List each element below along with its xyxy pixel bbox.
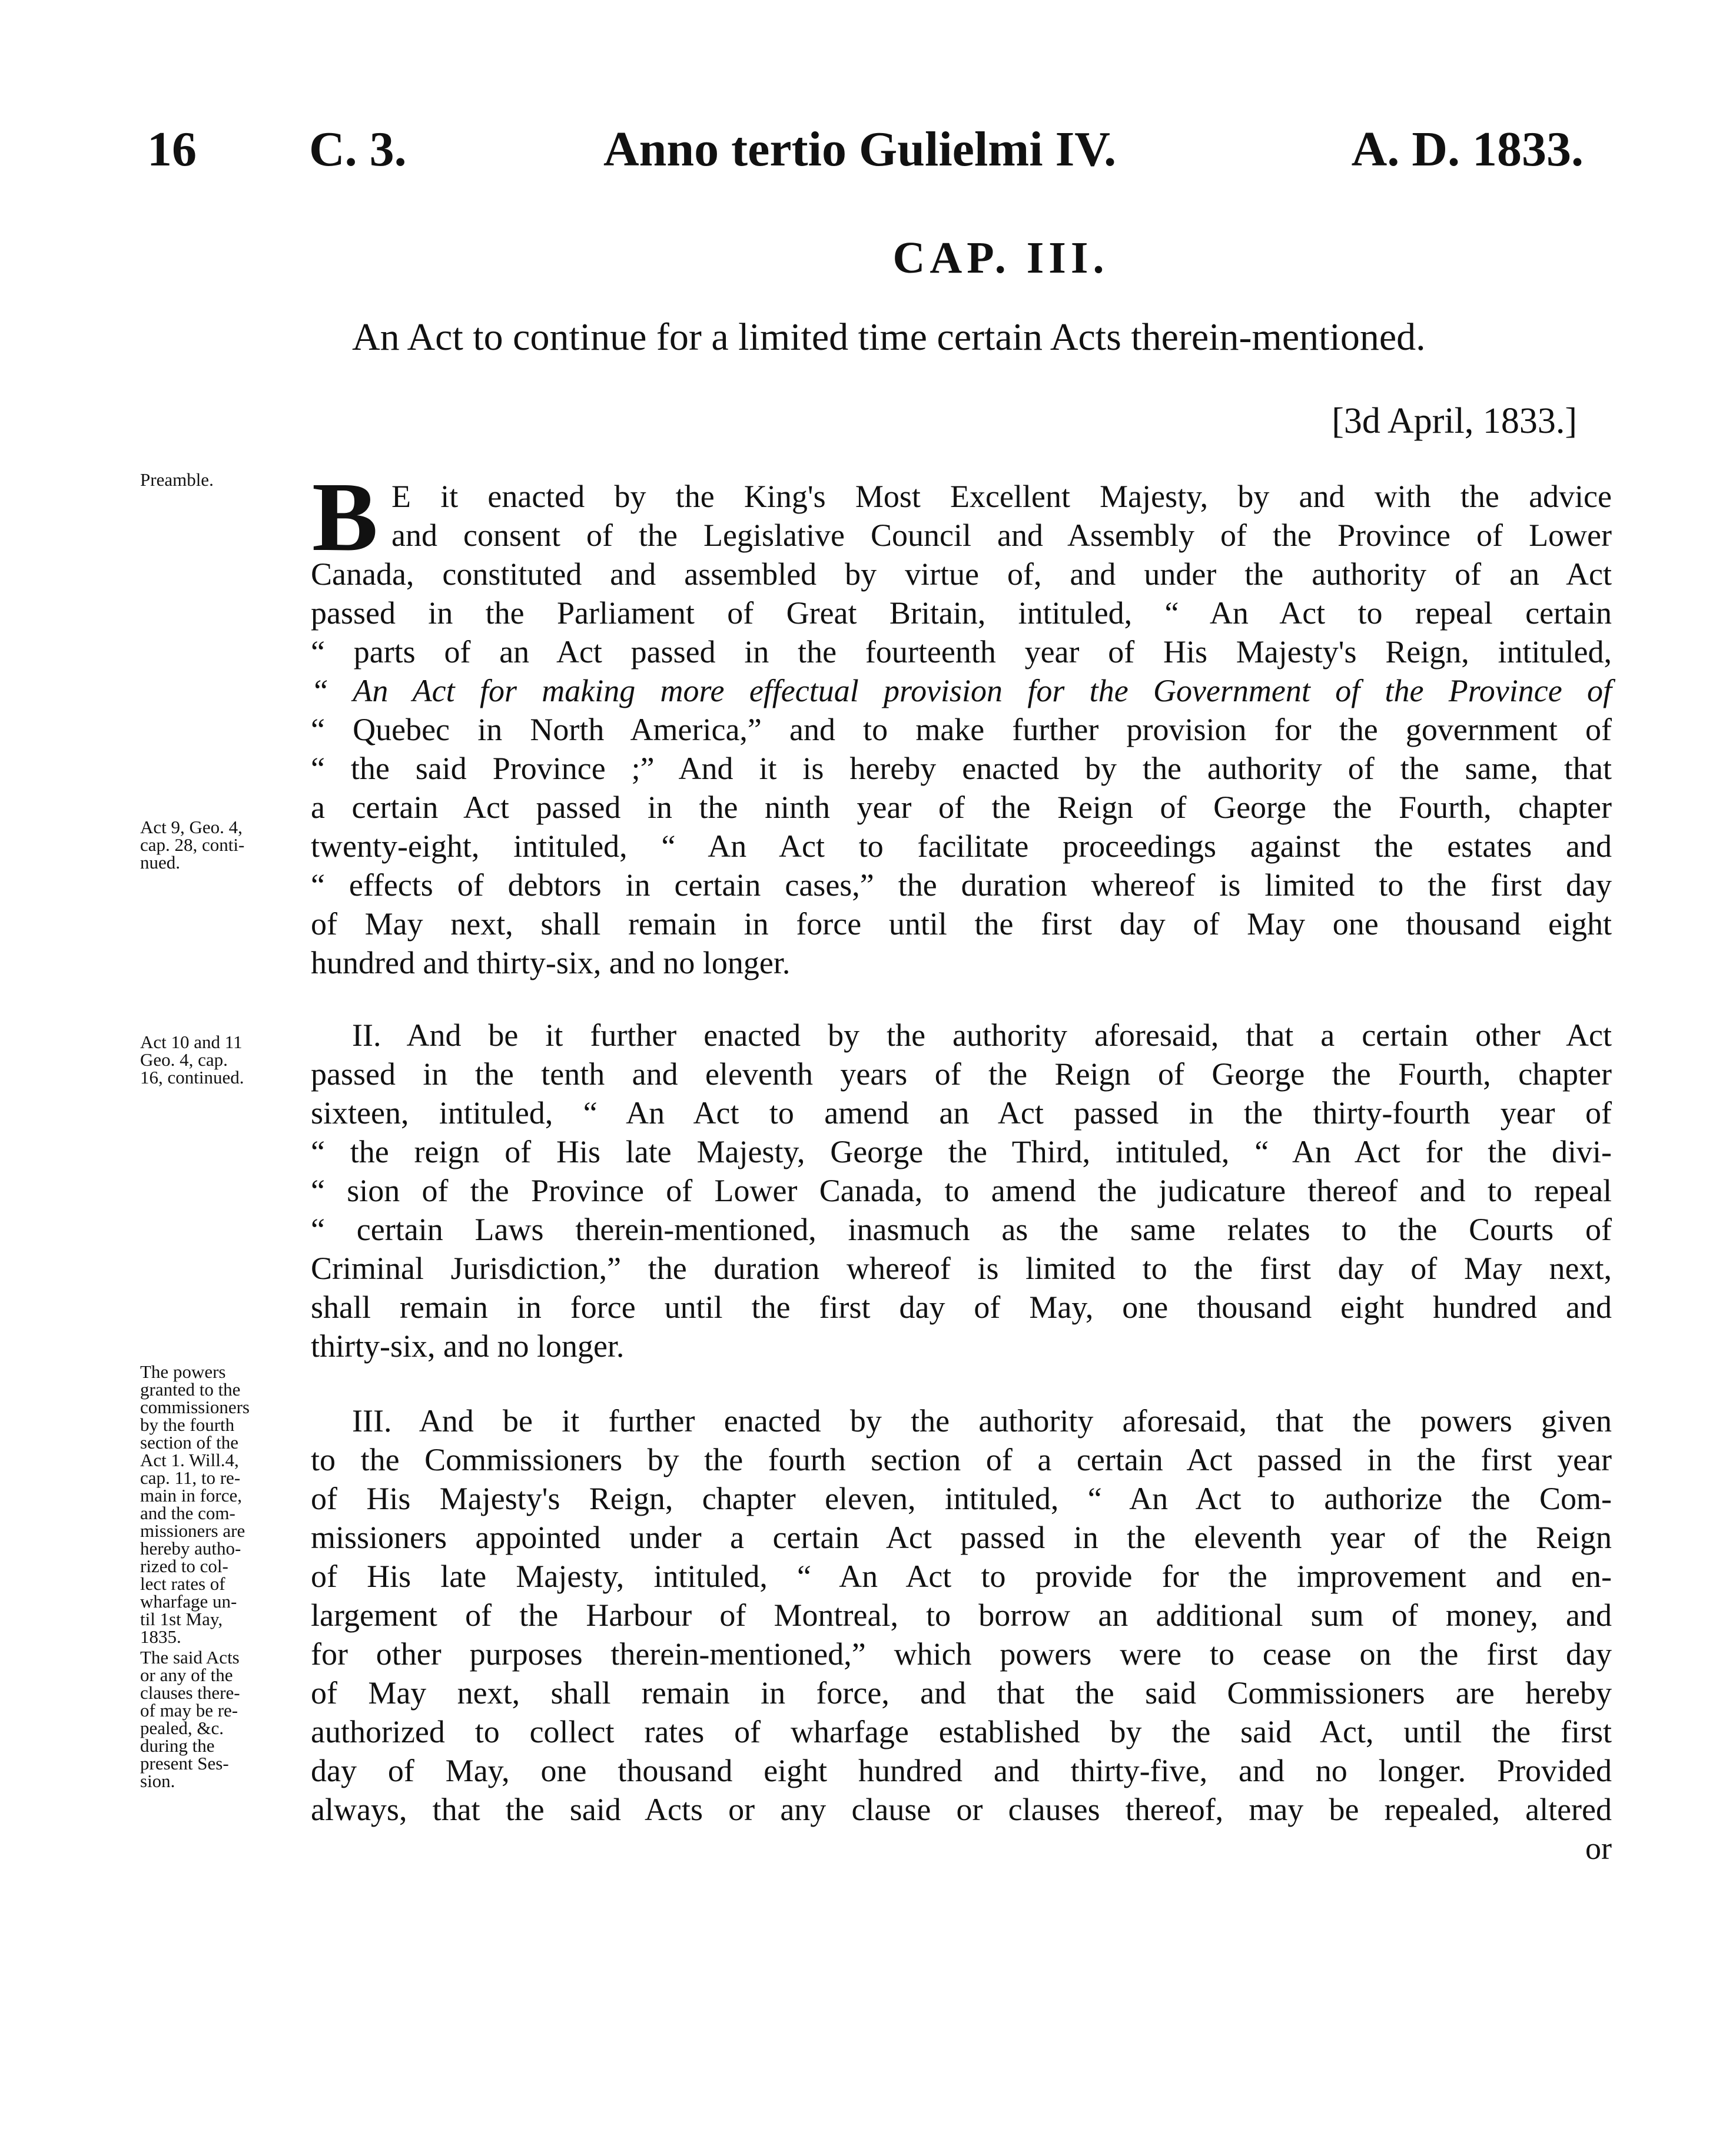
text-line: missioners appointed under a certain Act passed in the eleventh year of the Reign xyxy=(311,1520,1612,1555)
text-line: “ An Act for making more effectual provision for the Government of the Province of xyxy=(311,673,1612,708)
text-line: to the Commissioners by the fourth section of a certain Act passed in the first year xyxy=(311,1442,1612,1477)
text-line: thirty-six, and no longer. xyxy=(311,1328,625,1364)
text-line: E it enacted by the King's Most Excellent Majesty, by and with the advice xyxy=(391,479,1612,514)
text-line: day of May, one thousand eight hundred and thirty-five, and no longer. Provided xyxy=(311,1753,1612,1788)
text-line: of His Majesty's Reign, chapter eleven, intituled, “ An Act to authorize the Com- xyxy=(311,1481,1612,1516)
text-line: always, that the said Acts or any clause or clauses thereof, may be repealed, altered xyxy=(311,1792,1612,1827)
chapter-heading: CAP. III. xyxy=(892,233,1109,283)
text-line: “ the reign of His late Majesty, George the Third, intituled, “ An Act for the divi- xyxy=(311,1134,1612,1169)
page-number: 16 xyxy=(147,122,197,177)
text-line: Criminal Jurisdiction,” the duration whereof is limited to the first day of May next, xyxy=(311,1251,1612,1286)
chapter-reference: C. 3. xyxy=(309,122,407,177)
catchword: or xyxy=(1585,1831,1612,1866)
text-line: “ effects of debtors in certain cases,” the duration whereof is limited to the first day xyxy=(311,867,1612,903)
text-line: “ certain Laws therein-mentioned, inasmuch as the same relates to the Courts of xyxy=(311,1212,1612,1247)
text-line: “ parts of an Act passed in the fourteenth year of His Majesty's Reign, intituled, xyxy=(311,634,1612,670)
text-line: “ Quebec in North America,” and to make further provision for the government of xyxy=(311,712,1612,747)
text-line: and consent of the Legislative Council and Assembly of the Province of Lower xyxy=(391,518,1612,553)
text-line: of May next, shall remain in force until the first day of May one thousand eight xyxy=(311,906,1612,942)
margin-note-preamble: Preamble. xyxy=(140,469,214,490)
margin-note-repeal: The said Acts or any of the clauses there- of may be re- pealed, &c. during the present Ses- sion. xyxy=(140,1647,240,1791)
text-line: sixteen, intituled, “ An Act to amend an Act passed in the thirty-fourth year of xyxy=(311,1095,1612,1131)
act-title: An Act to continue for a limited time certain Acts therein-mentioned. xyxy=(352,316,1426,359)
text-line: “ sion of the Province of Lower Canada, to amend the judicature thereof and to repeal xyxy=(311,1173,1612,1208)
text-line: a certain Act passed in the ninth year of the Reign of George the Fourth, chapter xyxy=(311,790,1612,825)
margin-note-act-9: Act 9, Geo. 4, cap. 28, conti- nued. xyxy=(140,817,245,873)
text-line: passed in the tenth and eleventh years of the Reign of George the Fourth, chapter xyxy=(311,1056,1612,1092)
text-line: twenty-eight, intituled, “ An Act to facilitate proceedings against the estates and xyxy=(311,828,1612,864)
drop-cap: B xyxy=(312,462,379,572)
assent-date: [3d April, 1833.] xyxy=(1332,401,1577,441)
text-line: “ the said Province ;” And it is hereby enacted by the authority of the same, that xyxy=(311,751,1612,786)
text-line: of May next, shall remain in force, and that the said Commissioners are hereby xyxy=(311,1675,1612,1711)
text-line: of His late Majesty, intituled, “ An Act to provide for the improvement and en- xyxy=(311,1559,1612,1594)
text-line: for other purposes therein-mentioned,” which powers were to cease on the first day xyxy=(311,1636,1612,1672)
margin-note-act-10-11: Act 10 and 11 Geo. 4, cap. 16, continued. xyxy=(140,1032,244,1088)
text-line: largement of the Harbour of Montreal, to borrow an additional sum of money, and xyxy=(311,1598,1612,1633)
text-line: authorized to collect rates of wharfage established by the said Act, until the first xyxy=(311,1714,1612,1749)
text-line: II. And be it further enacted by the authority aforesaid, that a certain other Act xyxy=(352,1018,1612,1053)
text-line: hundred and thirty-six, and no longer. xyxy=(311,945,791,980)
text-line: III. And be it further enacted by the authority aforesaid, that the powers given xyxy=(352,1403,1612,1439)
text-line: passed in the Parliament of Great Britain, intituled, “ An Act to repeal certain xyxy=(311,595,1612,631)
text-line: shall remain in force until the first day of May, one thousand eight hundred and xyxy=(311,1290,1612,1325)
text-line: Canada, constituted and assembled by virtue of, and under the authority of an Act xyxy=(311,556,1612,592)
regnal-title: Anno tertio Gulielmi IV. xyxy=(603,122,1117,177)
running-head xyxy=(147,121,1584,185)
year-reference: A. D. 1833. xyxy=(1351,122,1584,177)
margin-note-powers: The powers granted to the commissioners by the fourth section of the Act 1. Will.4, cap. 11, to re- main in force, and the com- missioners are hereby autho- rized to col- lect rates of wharfage un- til 1st May, 1835. xyxy=(140,1361,250,1647)
